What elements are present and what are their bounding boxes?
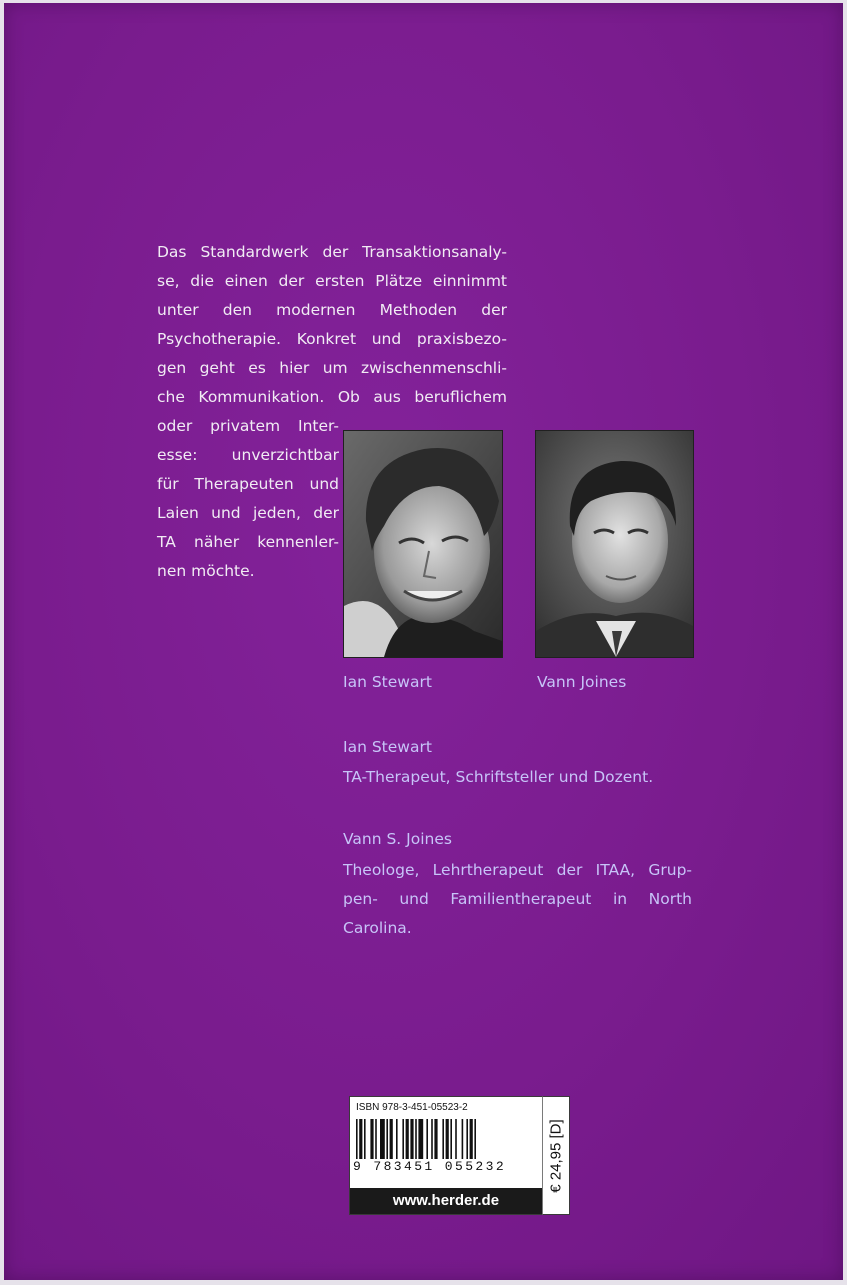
barcode-bar [442, 1119, 444, 1159]
author-photo-vann-joines [535, 430, 694, 658]
blurb-line: unter den modernen Methoden der [157, 301, 507, 319]
barcode-bar [434, 1119, 437, 1159]
barcode-bar [431, 1119, 433, 1159]
author-photo-ian-stewart [343, 430, 503, 658]
barcode-bar [446, 1119, 449, 1159]
blurb-line: se, die einen der ersten Plätze einnimmt [157, 272, 507, 290]
barcode-label [349, 1096, 543, 1215]
price-text: € 24,95 [D] [547, 1118, 565, 1193]
barcode-bar [402, 1119, 404, 1159]
barcode-bar [386, 1119, 388, 1159]
barcode-bar [380, 1119, 385, 1159]
blurb-line: Psychotherapie. Konkret und praxisbezo- [157, 330, 507, 348]
barcode-bar [356, 1119, 358, 1159]
barcode-bar [474, 1119, 476, 1159]
barcode-bar [396, 1119, 398, 1159]
barcode-bar [455, 1119, 457, 1159]
blurb-line: Laien und jeden, der [157, 504, 339, 522]
bio-desc-vann-joines-line: pen- und Familientherapeut in North [343, 890, 692, 908]
barcode-bar [370, 1119, 373, 1159]
blurb-line: Das Standardwerk der Transaktionsanaly- [157, 243, 507, 261]
barcode-bar [410, 1119, 413, 1159]
bio-desc-vann-joines-line: Theologe, Lehrtherapeut der ITAA, Grup- [343, 861, 692, 879]
blurb-line: gen geht es hier um zwischenmenschli- [157, 359, 507, 377]
bio-name-ian-stewart: Ian Stewart [343, 738, 432, 756]
blurb-line: nen möchte. [157, 562, 255, 580]
price-label [542, 1096, 570, 1215]
barcode-bar [415, 1119, 417, 1159]
publisher-url: www.herder.de [350, 1188, 542, 1214]
isbn-text: ISBN 978-3-451-05523-2 [356, 1102, 468, 1113]
barcode-bar [462, 1119, 464, 1159]
barcode-bar [406, 1119, 409, 1159]
barcode-bar [450, 1119, 452, 1159]
barcode-bar [466, 1119, 468, 1159]
barcode-bars [354, 1119, 538, 1159]
barcode-bar [359, 1119, 362, 1159]
barcode-bar [470, 1119, 473, 1159]
barcode-digits: 9 783451 055232 [353, 1159, 507, 1174]
blurb-line: TA näher kennenler- [157, 533, 339, 551]
blurb-line: für Therapeuten und [157, 475, 339, 493]
barcode-bar [390, 1119, 393, 1159]
barcode-bar [375, 1119, 377, 1159]
blurb-line: oder privatem Inter- [157, 417, 339, 435]
photo-caption-vann-joines: Vann Joines [537, 673, 627, 691]
bio-name-vann-joines: Vann S. Joines [343, 830, 452, 848]
blurb-line: che Kommunikation. Ob aus beruflichem [157, 388, 507, 406]
barcode-bar [426, 1119, 428, 1159]
book-back-cover [4, 3, 843, 1280]
bio-desc-vann-joines-line: Carolina. [343, 919, 412, 937]
barcode-bar [364, 1119, 366, 1159]
photo-caption-ian-stewart: Ian Stewart [343, 673, 432, 691]
barcode-bar [418, 1119, 423, 1159]
bio-desc-ian-stewart: TA-Therapeut, Schriftsteller und Dozent. [343, 768, 654, 786]
blurb-line: esse: unverzichtbar [157, 446, 339, 464]
